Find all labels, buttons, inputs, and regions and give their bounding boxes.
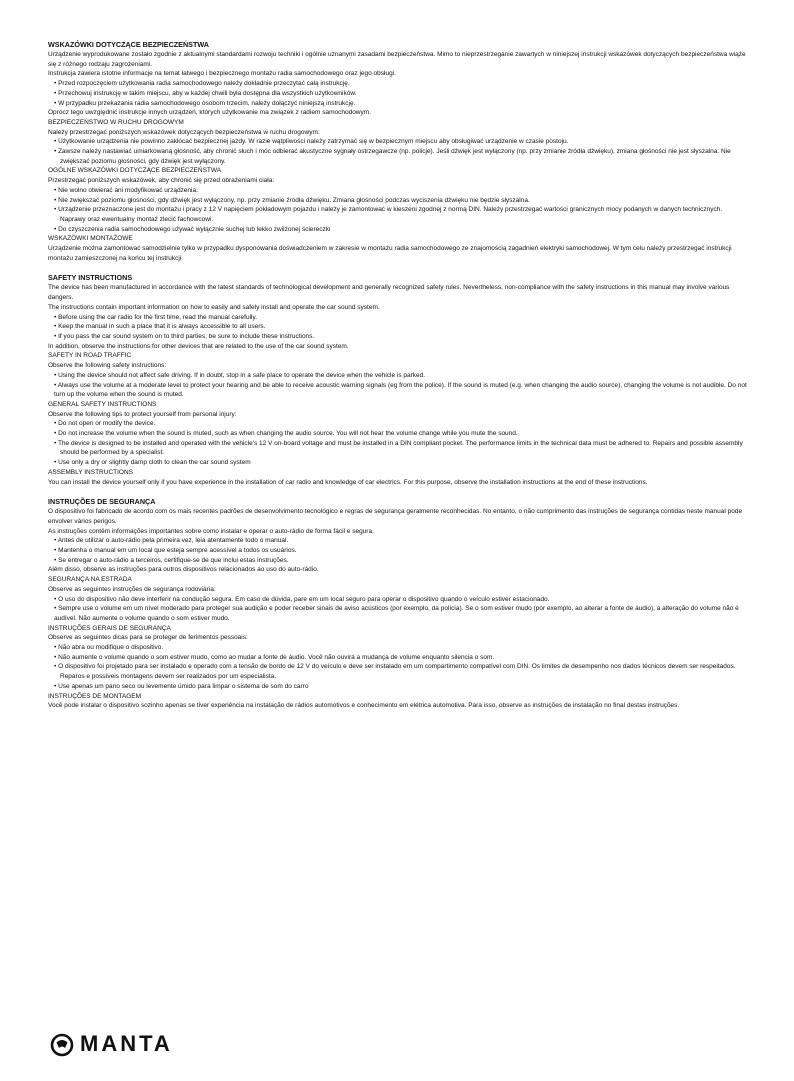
paragraph: In addition, observe the instructions for other devices that are related to the use of the car sound system. (48, 342, 349, 350)
bullet-item: • Before using the car radio for the first time, read the manual carefully. (54, 313, 258, 321)
subheading: OGÓLNE WSKAZÓWKI DOTYCZĄCE BEZPIECZEŃSTWA (48, 167, 222, 175)
subheading: WSKAZÓWKI MONTAŻOWE (48, 235, 133, 243)
paragraph: You can install the device yourself only if you have experience in the installation of car radio and knowledge of car electrics. For this purpose, observe the installation instructions at the end of these instructions. (48, 478, 648, 486)
section-english (48, 273, 748, 487)
paragraph: The instructions contain important information on how to easily and safely install and operate the car sound system. (48, 303, 380, 311)
paragraph: Você pode instalar o dispositivo sozinho apenas se tiver experiência na instalação de rádios automotivos e conhecimento em elétrica automotiva. Para isso, observe as instruções de instalação no final destas instruções. (48, 702, 680, 710)
section-heading: INSTRUÇÕES DE SEGURANÇA (48, 497, 156, 507)
paragraph: Przestrzegać poniższych wskazówek, aby chronić się przed obrażeniami ciała: (48, 177, 275, 185)
paragraph: Observe as seguintes dicas para se proteger de ferimentos pessoais: (48, 634, 248, 642)
paragraph: Oprócz tego uwzględnić instrukcje innych urządzeń, których użytkowanie ma związek z radiem samochodowym. (48, 109, 371, 117)
bullet-item: • O dispositivo foi projetado para ser instalado e operado com a tensão de bordo de 12 V do veículo e deve ser instalado em um compartimento compatível com DIN. Os limites de desempenho nos dados técnicos devem ser respeitados. Reparos e possíveis montagens devem ser realizados por um especialista. (54, 663, 736, 681)
paragraph: Urządzenie można zamontować samodzielnie tylko w przypadku dysponowania doświadczeniem w zakresie w montażu radia samochodowego ze znajomością zagadnień elektryki samochodowej. W tym celu należy przestrzegać instrukcji montażu zamieszczonej na końcu tej instrukcji. (48, 245, 732, 262)
bullet-item: • Do not open or modify the device. (54, 420, 156, 428)
paragraph: O dispositivo foi fabricado de acordo com os mais recentes padrões de desenvolvimento tecnológico e regras de segurança geralmente reconhecidas. No entanto, o não cumprimento das instruções de segurança contidas neste manual pode envolver vários perigos. (48, 508, 743, 525)
paragraph: Observe the following tips to protect yourself from personal injury: (48, 410, 237, 418)
paragraph: Należy przestrzegać poniższych wskazówek dotyczących bezpieczeństwa w ruchu drogowym: (48, 128, 320, 136)
paragraph: Observe as seguintes instruções de segurança rodoviária: (48, 585, 216, 593)
section-polish (48, 40, 748, 263)
bullet-item: • Przechowuj instrukcję w takim miejscu, aby w każdej chwili była dostępna dla wszystkich użytkowników. (54, 89, 357, 97)
manta-logo-icon (50, 1033, 74, 1057)
bullet-item: • Zawsze należy nastawiać umiarkowaną głośność, aby chronić słuch i móc odbierać akustyczne sygnały ostrzegawcze (np. policje). Jeśli dźwięk jest wyłączony (np. przy zmianie źródła dźwięku), zmiana głośności nie jest słyszalna. Nie zwiększać poziomu głośności, gdy dźwięk jest wyłączony. (54, 148, 731, 165)
paragraph: The device has been manufactured in accordance with the latest standards of technological development and generally recognized safety rules. Nevertheless, non-compliance with the safety instructions in this manual may involve various dangers. (48, 284, 730, 302)
section-portuguese (48, 497, 748, 711)
bullet-item: • Keep the manual in such a place that it is always accessible to all users. (54, 323, 266, 331)
bullet-item: • Não aumente o volume quando o som estiver mudo, como ao mudar a fonte de áudio. Você não ouvirá a mudança de volume enquanto silencia o som. (54, 653, 495, 661)
paragraph: Instrukcja zawiera istotne informacje na temat łatwego i bezpiecznego montażu radia samochodowego oraz jego obsługi. (48, 70, 396, 78)
bullet-item: • W przypadku przekazania radia samochodowego osobom trzecim, należy dołączyć niniejszą instrukcję. (54, 99, 356, 107)
bullet-item: • Sempre use o volume em um nível moderado para proteger sua audição e poder receber sinais de aviso acústicos (por exemplo, da polícia). Se o som estiver mudo (por exemplo, ao alterar a fonte de áudio), a alteração do volume não é audível. Não aumente o volume quando o som estiver mudo. (54, 605, 739, 622)
paragraph: Urządzenie wyprodukowane zostało zgodnie z aktualnymi standardami rozwoju techniki i ogólnie uznanymi zasadami bezpieczeństwa. Mimo to nieprzestrzeganie zawartych w niniejszej instrukcji wskazówek dotyczących bezpieczeństwa wiąże się z różnego rodzaju zagrożeniami. (48, 51, 746, 68)
paragraph: Observe the following safety instructions: (48, 362, 167, 370)
subheading: BEZPIECZEŃSTWO W RUCHU DROGOWYM (48, 118, 184, 126)
paragraph: As instruções contêm informações importantes sobre como instalar e operar o auto-rádio de forma fácil e segura. (48, 527, 374, 535)
bullet-item: • Always use the volume at a moderate level to protect your hearing and be able to receive acoustic warning signals (eg from the police). If the sound is muted (e.g. when changing the audio source), changing the volume is not audible. Do not turn up the volume when the sound is muted. (54, 381, 747, 399)
paragraph: Além disso, observe as instruções para outros dispositivos relacionados ao uso do auto-rádio. (48, 566, 319, 574)
bullet-item: • Se entregar o auto-rádio a terceiros, certifique-se de que inclui estas instruções. (54, 556, 289, 564)
bullet-item: • Não abra ou modifique o dispositivo. (54, 644, 164, 652)
section-heading: WSKAZÓWKI DOTYCZĄCE BEZPIECZEŃSTWA (48, 40, 209, 49)
bullet-item: • Antes de utilizar o auto-rádio pela primeira vez, leia atentamente todo o manual. (54, 537, 289, 545)
subheading: SEGURANÇA NA ESTRADA (48, 576, 132, 584)
bullet-item: • Nie wolno otwierać ani modyfikować urządzenia. (54, 186, 198, 194)
subheading: GENERAL SAFETY INSTRUCTIONS (48, 400, 157, 408)
brand-logo (50, 1033, 250, 1057)
subheading: INSTRUÇÕES GERAIS DE SEGURANÇA (48, 624, 171, 632)
bullet-item: • O uso do dispositivo não deve interferir na condução segura. Em caso de dúvida, pare em um local seguro para operar o dispositivo quando o veículo estiver estacionado. (54, 595, 550, 603)
bullet-item: • Do not increase the volume when the sound is muted, such as when changing the audio source. You will not hear the volume change while you mute the sound. (54, 430, 518, 438)
brand-logo-text: MANTA (80, 1031, 173, 1056)
subheading: INSTRUÇÕES DE MONTAGEM (48, 692, 142, 700)
bullet-item: • Przed rozpoczęciem użytkowania radia samochodowego należy dokładnie przeczytać całą instrukcję. (54, 80, 350, 88)
bullet-item: • Nie zwiększać poziomu głośności, gdy dźwięk jest wyłączony, np. przy zmianie źródła dźwięku. Zmiana głośności podczas wyciszenia dźwięku nie będzie słyszalna. (54, 196, 530, 204)
subheading: ASSEMBLY INSTRUCTIONS (48, 468, 133, 476)
bullet-item: • Do czyszczenia radia samochodowego używać wyłącznie suchej lub lekko zwilżonej ściereczki (54, 225, 331, 233)
bullet-item: • Mantenha o manual em um local que esteja sempre acessível a todos os usuários. (54, 547, 297, 555)
bullet-item: • Użytkowanie urządzenia nie powinno zakłócać bezpiecznej jazdy. W razie wątpliwości należy zatrzymać się w bezpiecznym miejscu aby obsługiwać urządzenie w czasie postoju. (54, 138, 569, 146)
bullet-item: • If you pass the car sound system on to third parties, be sure to include these instructions. (54, 332, 315, 340)
subheading: SAFETY IN ROAD TRAFFIC (48, 352, 132, 360)
document (48, 40, 748, 721)
bullet-item: • Use only a dry or slightly damp cloth to clean the car sound system (54, 459, 251, 467)
bullet-item: • Urządzenie przeznaczone jest do montażu i pracy z 12 V napięciem pokładowym pojazdu i należy je zamontować w kieszeni zgodnej z normą DIN. Należy przestrzegać wartości granicznych mocy podanych w danych technicznych. Naprawy oraz ewentualny montaż zlecić fachowcowi. (54, 206, 723, 223)
bullet-item: • Use apenas um pano seco ou levemente úmido para limpar o sistema de som do carro (54, 682, 309, 690)
bullet-item: • The device is designed to be installed and operated with the vehicle's 12 V on-board voltage and must be installed in a DIN compliant pocket. The performance limits in the technical data must be adhered to. Repairs and possible assembly should be performed by a specialist. (54, 439, 743, 457)
bullet-item: • Using the device should not affect safe driving. If in doubt, stop in a safe place to operate the device when the vehicle is parked. (54, 371, 426, 379)
section-heading: SAFETY INSTRUCTIONS (48, 273, 133, 283)
